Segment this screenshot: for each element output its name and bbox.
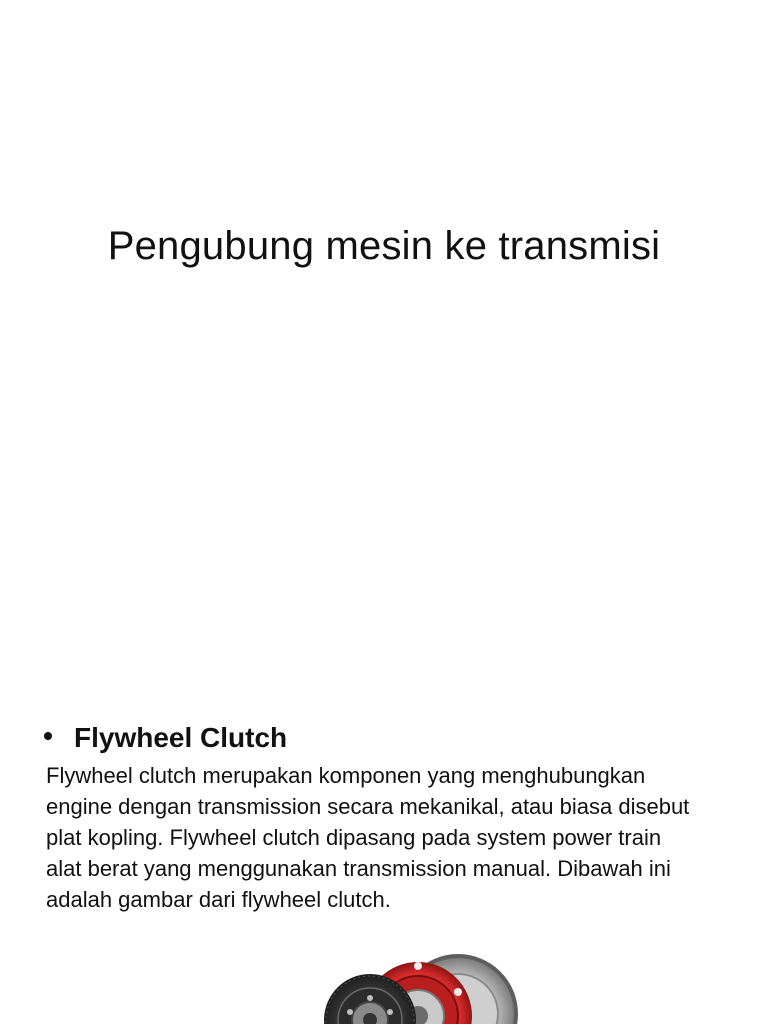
paragraph-line: engine dengan transmission secara mekanikal, atau biasa disebut: [46, 794, 690, 819]
bullet-dot-icon: [44, 732, 52, 740]
bullet-item: [44, 718, 287, 758]
section-heading: Flywheel Clutch: [74, 722, 288, 753]
flywheel-clutch-illustration: [318, 942, 518, 1024]
paragraph-line: adalah gambar dari flywheel clutch.: [46, 887, 391, 912]
flywheel-clutch-image: [318, 942, 518, 1024]
slide-title: Pengubung mesin ke transmisi: [107, 224, 661, 268]
paragraph-line: plat kopling. Flywheel clutch dipasang pada system power train: [46, 825, 662, 850]
paragraph-line: alat berat yang menggunakan transmission manual. Dibawah ini: [46, 856, 671, 881]
paragraph-line: Flywheel clutch merupakan komponen yang menghubungkan: [46, 763, 646, 788]
body-paragraph: [46, 760, 746, 915]
